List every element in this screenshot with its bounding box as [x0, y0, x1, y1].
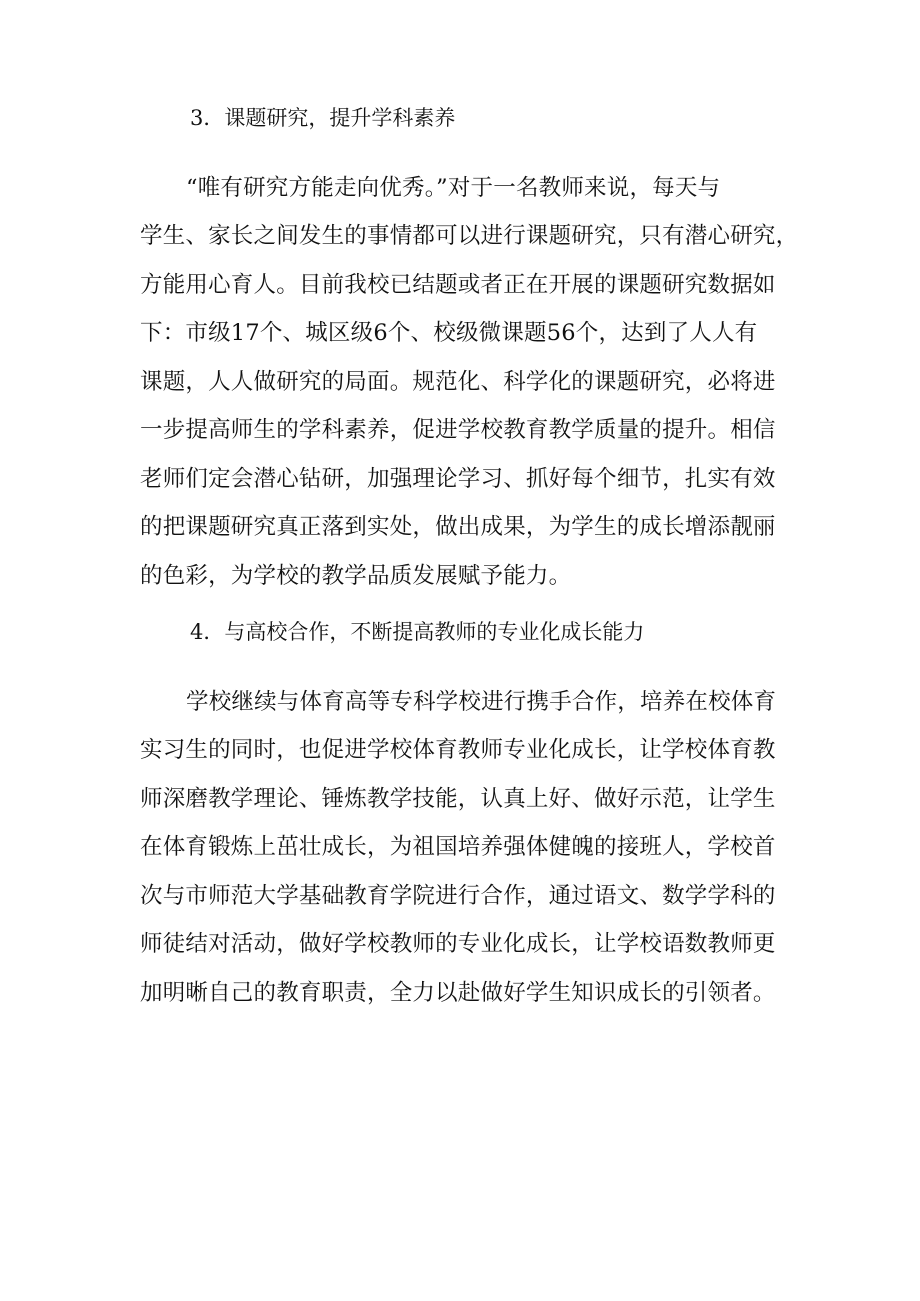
section-4-line-3: 师深磨教学理论、锤炼教学技能，认真上好、做好示范，让学生 [140, 786, 776, 812]
section-3-line-8: 的把课题研究真正落到实处，做出成果，为学生的成长增添靓丽 [140, 514, 776, 540]
section-4-line-5: 次与市师范大学基础教育学院进行合作，通过语文、数学学科的 [140, 883, 776, 909]
section-3-line-9: 的色彩，为学校的教学品质发展赋予能力。 [140, 563, 572, 589]
section-3-line-5: 课题，人人做研究的局面。规范化、科学化的课题研究，必将进 [140, 369, 776, 395]
section-3-line-2: 学生、家长之间发生的事情都可以进行课题研究，只有潜心研究， [140, 223, 799, 249]
section-3-heading: 3．课题研究，提升学科素养 [190, 106, 456, 130]
section-3-line-6: 一步提高师生的学科素养，促进学校教育教学质量的提升。相信 [140, 417, 776, 443]
section-3-line-1: “唯有研究方能走向优秀。”对于一名教师来说，每天与 [186, 175, 721, 201]
section-3-line-7: 老师们定会潜心钻研，加强理论学习、抓好每个细节，扎实有效 [140, 466, 776, 492]
section-4-line-7: 加明晰自己的教育职责，全力以赴做好学生知识成长的引领者。 [140, 980, 776, 1006]
section-3-line-4: 下：市级17个、城区级6个、校级微课题56个，达到了人人有 [140, 320, 758, 346]
section-4-line-1: 学校继续与体育高等专科学校进行携手合作，培养在校体育 [186, 689, 777, 715]
section-4-line-2: 实习生的同时，也促进学校体育教师专业化成长，让学校体育教 [140, 737, 776, 763]
section-3-line-3: 方能用心育人。目前我校已结题或者正在开展的课题研究数据如 [140, 272, 776, 298]
section-4-line-6: 师徒结对活动，做好学校教师的专业化成长，让学校语数教师更 [140, 931, 776, 957]
section-4-line-4: 在体育锻炼上茁壮成长，为祖国培养强体健魄的接班人，学校首 [140, 834, 776, 860]
section-4-heading: 4．与高校合作，不断提高教师的专业化成长能力 [190, 620, 645, 644]
